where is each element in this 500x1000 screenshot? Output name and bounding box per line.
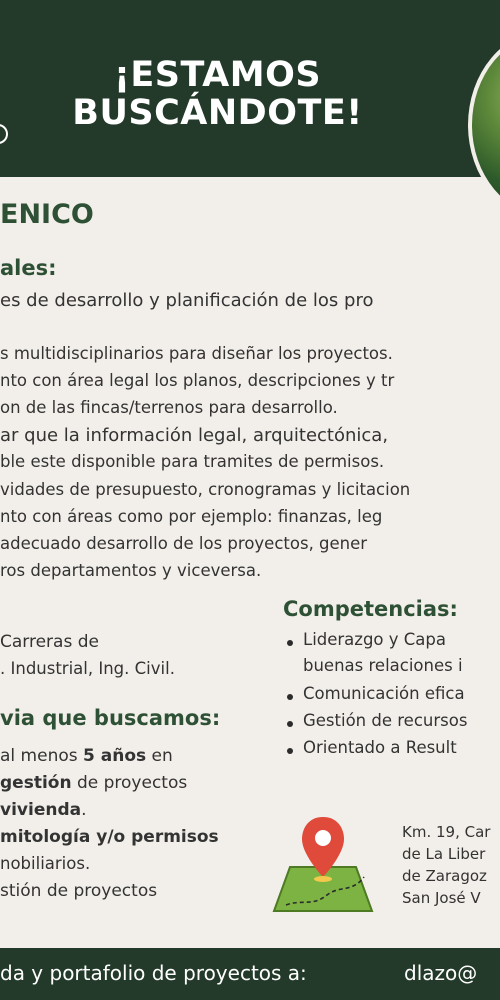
function-line: ros departamentos y viceversa. — [0, 561, 262, 580]
function-line: nto con área legal los planos, descripciones y tr — [0, 371, 395, 390]
functions-heading: ales: — [0, 256, 57, 280]
competency-item: Orientado a Result — [303, 738, 457, 757]
function-line: nto con áreas como por ejemplo: finanzas, leg — [0, 507, 383, 526]
bullet-icon — [287, 694, 293, 700]
function-line: adecuado desarrollo de los proyectos, gener — [0, 534, 368, 553]
location-line: de La Liber — [402, 845, 486, 863]
experience-line: stión de proyectos — [0, 881, 158, 901]
headline-line-1: ¡ESTAMOS — [113, 55, 322, 95]
function-line: es de desarrollo y planificación de los pro — [0, 290, 374, 311]
headline-line-2: BUSCÁNDOTE! — [72, 93, 363, 133]
function-line: ar que la información legal, arquitectónica, — [0, 425, 389, 446]
function-line: on de las fincas/terrenos para desarrollo. — [0, 398, 338, 417]
contact-email-link[interactable]: dlazo@ — [404, 961, 478, 985]
competency-item: Liderazgo y Capa — [303, 630, 446, 649]
competency-item: Comunicación efica — [303, 684, 465, 703]
bullet-icon — [287, 748, 293, 754]
headline — [50, 56, 385, 132]
footer-text: da y portafolio de proyectos a: — [0, 961, 307, 985]
job-title: ENICO — [0, 199, 94, 230]
experience-line: nobiliarios. — [0, 854, 91, 873]
competency-item: Gestión de recursos — [303, 711, 468, 730]
competency-item: buenas relaciones i — [303, 656, 463, 675]
function-line: vidades de presupuesto, cronogramas y licitacion — [0, 480, 411, 499]
education-line: . Industrial, Ing. Civil. — [0, 659, 175, 678]
experience-line: al menos 5 años en — [0, 746, 173, 766]
function-line: ble este disponible para tramites de permisos. — [0, 452, 385, 471]
competencies-heading: Competencias: — [283, 597, 458, 621]
location-line: Km. 19, Car — [402, 823, 491, 841]
experience-heading: via que buscamos: — [0, 706, 221, 730]
bullet-icon — [287, 640, 293, 646]
bullet-icon — [287, 721, 293, 727]
location-line: San José V — [402, 889, 481, 907]
experience-line: vivienda. — [0, 800, 87, 820]
education-line: Carreras de — [0, 632, 99, 652]
function-line: s multidisciplinarios para diseñar los proyectos. — [0, 344, 393, 363]
experience-line: gestión de proyectos — [0, 773, 188, 793]
map-pin-icon — [272, 815, 374, 915]
experience-line: mitología y/o permisos — [0, 827, 219, 847]
location-line: de Zaragoz — [402, 867, 487, 885]
